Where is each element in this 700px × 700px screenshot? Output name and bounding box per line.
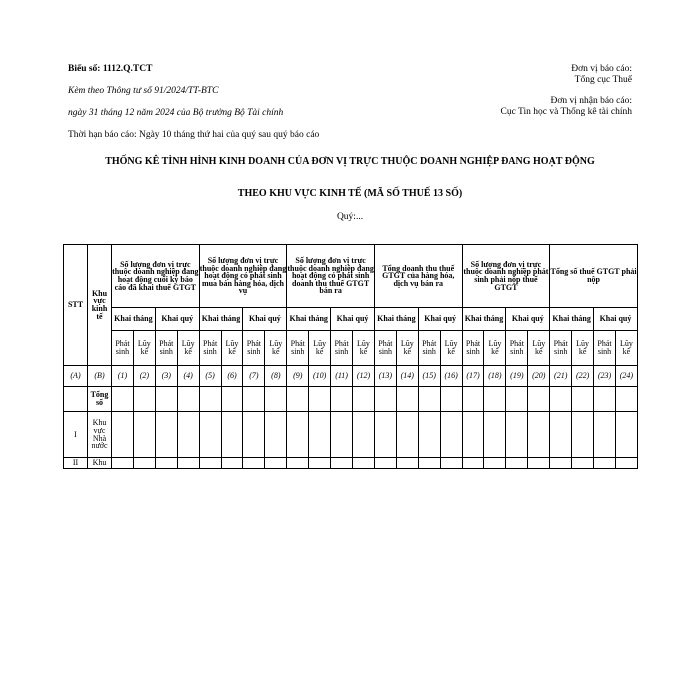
column-index-label: (10) bbox=[309, 366, 331, 387]
subheader-monthly: Khai tháng bbox=[199, 308, 243, 331]
column-index-label: (22) bbox=[572, 366, 594, 387]
leaf-header-arising: Phát sinh bbox=[550, 331, 572, 366]
leaf-header-cumulative: Lũy kế bbox=[528, 331, 550, 366]
table-cell bbox=[177, 412, 199, 458]
table-cell bbox=[396, 412, 418, 458]
leaf-header-arising: Phát sinh bbox=[462, 331, 484, 366]
table-cell bbox=[265, 458, 287, 469]
header-group-purchase-sale: Số lượng đơn vị trực thuộc doanh nghiệp đang hoạt động có phát sinh mua bán hàng hóa, dịch vụ bbox=[199, 245, 287, 308]
header-group-vat-payable-units: Số lượng đơn vị trực thuộc doanh nghiệp phát sinh phải nộp thuế GTGT bbox=[462, 245, 550, 308]
table-cell bbox=[221, 412, 243, 458]
leaf-header-arising: Phát sinh bbox=[155, 331, 177, 366]
leaf-header-cumulative: Lũy kế bbox=[265, 331, 287, 366]
leaf-header-cumulative: Lũy kế bbox=[440, 331, 462, 366]
subheader-quarterly: Khai quý bbox=[418, 308, 462, 331]
row-stt: II bbox=[64, 458, 88, 469]
column-index-label: (A) bbox=[64, 366, 88, 387]
table-cell bbox=[615, 412, 637, 458]
table-cell bbox=[199, 412, 221, 458]
subheader-quarterly: Khai quý bbox=[243, 308, 287, 331]
header-stt: STT bbox=[64, 245, 88, 366]
statistics-table bbox=[63, 244, 638, 469]
table-cell bbox=[309, 412, 331, 458]
subheader-monthly: Khai tháng bbox=[462, 308, 506, 331]
leaf-header-cumulative: Lũy kế bbox=[221, 331, 243, 366]
attached-to: Kèm theo Thông tư số 91/2024/TT-BTC bbox=[68, 85, 219, 96]
table-cell bbox=[594, 458, 616, 469]
column-index-label: (14) bbox=[396, 366, 418, 387]
table-cell bbox=[550, 458, 572, 469]
table-cell bbox=[177, 387, 199, 412]
table-cell bbox=[528, 387, 550, 412]
table-header-row bbox=[64, 245, 638, 308]
subheader-quarterly: Khai quý bbox=[506, 308, 550, 331]
column-index-label: (19) bbox=[506, 366, 528, 387]
leaf-header-arising: Phát sinh bbox=[112, 331, 134, 366]
table-cell bbox=[199, 458, 221, 469]
header-economic-sector: Khu vực kinh tế bbox=[88, 245, 112, 366]
column-index-label: (B) bbox=[88, 366, 112, 387]
table-cell bbox=[418, 387, 440, 412]
table-leaf-header-row bbox=[64, 331, 638, 366]
table-cell bbox=[243, 412, 265, 458]
row-sector-label: Khu vực Nhà nước bbox=[88, 412, 112, 458]
table-cell bbox=[155, 387, 177, 412]
column-index-label: (3) bbox=[155, 366, 177, 387]
table-cell bbox=[112, 387, 134, 412]
column-index-label: (15) bbox=[418, 366, 440, 387]
table-cell bbox=[309, 387, 331, 412]
table-cell bbox=[112, 458, 134, 469]
header-group-declared-vat: Số lượng đơn vị trực thuộc doanh nghiệp đang hoạt động cuối kỳ báo cáo đã khai thuế GTGT bbox=[112, 245, 200, 308]
column-index-label: (18) bbox=[484, 366, 506, 387]
report-title: THỐNG KÊ TÌNH HÌNH KINH DOANH CỦA ĐƠN VỊ TRỰC THUỘC DOANH NGHIỆP ĐANG HOẠT ĐỘNG bbox=[105, 156, 595, 167]
table-subheader-row bbox=[64, 308, 638, 331]
table-cell bbox=[462, 387, 484, 412]
table-cell bbox=[112, 412, 134, 458]
header-group-total-vat-payable: Tổng số thuế GTGT phải nộp bbox=[550, 245, 638, 308]
row-sector-label: Khu bbox=[88, 458, 112, 469]
column-index-label: (2) bbox=[133, 366, 155, 387]
table-cell bbox=[440, 412, 462, 458]
table-cell bbox=[331, 412, 353, 458]
leaf-header-cumulative: Lũy kế bbox=[484, 331, 506, 366]
column-index-label: (20) bbox=[528, 366, 550, 387]
leaf-header-arising: Phát sinh bbox=[594, 331, 616, 366]
table-cell bbox=[374, 387, 396, 412]
column-index-label: (5) bbox=[199, 366, 221, 387]
table-cell bbox=[440, 387, 462, 412]
table-cell bbox=[594, 412, 616, 458]
table-cell bbox=[462, 412, 484, 458]
table-cell bbox=[309, 458, 331, 469]
table-cell bbox=[484, 387, 506, 412]
row-stt: I bbox=[64, 412, 88, 458]
leaf-header-cumulative: Lũy kế bbox=[177, 331, 199, 366]
table-cell bbox=[243, 458, 265, 469]
table-cell bbox=[484, 412, 506, 458]
reporting-unit: Tổng cục Thuế bbox=[574, 74, 632, 85]
report-period: Quý:... bbox=[336, 212, 364, 222]
issued-date: ngày 31 tháng 12 năm 2024 của Bộ trưởng Bộ Tài chính bbox=[68, 107, 284, 118]
subheader-quarterly: Khai quý bbox=[155, 308, 199, 331]
table-cell bbox=[221, 387, 243, 412]
table-cell bbox=[287, 412, 309, 458]
table-cell bbox=[287, 387, 309, 412]
column-index-label: (21) bbox=[550, 366, 572, 387]
subheader-monthly: Khai tháng bbox=[287, 308, 331, 331]
table-cell bbox=[221, 458, 243, 469]
column-index-label: (24) bbox=[615, 366, 637, 387]
table-cell bbox=[133, 412, 155, 458]
table-row bbox=[64, 458, 638, 469]
column-index-label: (23) bbox=[594, 366, 616, 387]
leaf-header-cumulative: Lũy kế bbox=[353, 331, 375, 366]
leaf-header-arising: Phát sinh bbox=[287, 331, 309, 366]
column-index-label: (12) bbox=[353, 366, 375, 387]
table-cell bbox=[418, 458, 440, 469]
table-cell bbox=[594, 387, 616, 412]
table-cell bbox=[177, 458, 199, 469]
leaf-header-cumulative: Lũy kế bbox=[615, 331, 637, 366]
table-cell bbox=[265, 387, 287, 412]
leaf-header-arising: Phát sinh bbox=[331, 331, 353, 366]
table-cell bbox=[353, 412, 375, 458]
leaf-header-arising: Phát sinh bbox=[418, 331, 440, 366]
table-cell bbox=[550, 387, 572, 412]
column-index-label: (9) bbox=[287, 366, 309, 387]
column-index-label: (7) bbox=[243, 366, 265, 387]
column-index-label: (6) bbox=[221, 366, 243, 387]
table-cell bbox=[353, 387, 375, 412]
unit-info bbox=[412, 64, 632, 118]
form-code: Biểu số: 1112.Q.TCT bbox=[68, 64, 153, 74]
report-deadline: Thời hạn báo cáo: Ngày 10 tháng thứ hai của quý sau quý báo cáo bbox=[68, 129, 320, 140]
table-total-row bbox=[64, 387, 638, 412]
total-stt-cell bbox=[64, 387, 88, 412]
column-index-label: (1) bbox=[112, 366, 134, 387]
table-cell bbox=[243, 387, 265, 412]
table-cell bbox=[155, 412, 177, 458]
receiving-unit-label: Đơn vị nhận báo cáo: bbox=[550, 95, 632, 106]
leaf-header-cumulative: Lũy kế bbox=[572, 331, 594, 366]
table-cell bbox=[331, 458, 353, 469]
table-index-row bbox=[64, 366, 638, 387]
receiving-unit: Cục Tin học và Thống kê tài chính bbox=[500, 106, 632, 117]
subheader-quarterly: Khai quý bbox=[331, 308, 375, 331]
table-cell bbox=[396, 387, 418, 412]
leaf-header-cumulative: Lũy kế bbox=[309, 331, 331, 366]
table-row bbox=[64, 412, 638, 458]
leaf-header-arising: Phát sinh bbox=[243, 331, 265, 366]
table-cell bbox=[133, 458, 155, 469]
table-cell bbox=[615, 458, 637, 469]
leaf-header-arising: Phát sinh bbox=[506, 331, 528, 366]
leaf-header-cumulative: Lũy kế bbox=[396, 331, 418, 366]
table-cell bbox=[484, 458, 506, 469]
table-cell bbox=[418, 412, 440, 458]
column-index-label: (13) bbox=[374, 366, 396, 387]
reporting-unit-label: Đơn vị báo cáo: bbox=[571, 64, 632, 74]
table-cell bbox=[440, 458, 462, 469]
table-cell bbox=[506, 412, 528, 458]
leaf-header-arising: Phát sinh bbox=[199, 331, 221, 366]
table-cell bbox=[528, 458, 550, 469]
subheader-quarterly: Khai quý bbox=[594, 308, 638, 331]
table-cell bbox=[572, 458, 594, 469]
table-cell bbox=[287, 458, 309, 469]
total-label: Tổng số bbox=[88, 387, 112, 412]
column-index-label: (11) bbox=[331, 366, 353, 387]
subheader-monthly: Khai tháng bbox=[112, 308, 156, 331]
table-cell bbox=[572, 387, 594, 412]
table-cell bbox=[615, 387, 637, 412]
table-cell bbox=[155, 458, 177, 469]
table-cell bbox=[331, 387, 353, 412]
subheader-monthly: Khai tháng bbox=[550, 308, 594, 331]
table-cell bbox=[374, 458, 396, 469]
leaf-header-arising: Phát sinh bbox=[374, 331, 396, 366]
header-group-total-revenue: Tổng doanh thu thuế GTGT của hàng hóa, dịch vụ bán ra bbox=[374, 245, 462, 308]
table-cell bbox=[462, 458, 484, 469]
table-cell bbox=[199, 387, 221, 412]
leaf-header-cumulative: Lũy kế bbox=[133, 331, 155, 366]
report-subtitle: THEO KHU VỰC KINH TẾ (MÃ SỐ THUẾ 13 SỐ) bbox=[237, 188, 463, 199]
table-cell bbox=[265, 412, 287, 458]
table-cell bbox=[353, 458, 375, 469]
column-index-label: (4) bbox=[177, 366, 199, 387]
form-info bbox=[68, 64, 368, 142]
table-cell bbox=[528, 412, 550, 458]
table-cell bbox=[133, 387, 155, 412]
table-cell bbox=[506, 458, 528, 469]
table-cell bbox=[506, 387, 528, 412]
column-index-label: (17) bbox=[462, 366, 484, 387]
table-cell bbox=[374, 412, 396, 458]
column-index-label: (16) bbox=[440, 366, 462, 387]
header-group-vat-revenue: Số lượng đơn vị trực thuộc doanh nghiệp đang hoạt động có phát sinh doanh thu thuế GTGT bán ra bbox=[287, 245, 375, 308]
table-cell bbox=[396, 458, 418, 469]
column-index-label: (8) bbox=[265, 366, 287, 387]
subheader-monthly: Khai tháng bbox=[374, 308, 418, 331]
table-cell bbox=[572, 412, 594, 458]
table-cell bbox=[550, 412, 572, 458]
